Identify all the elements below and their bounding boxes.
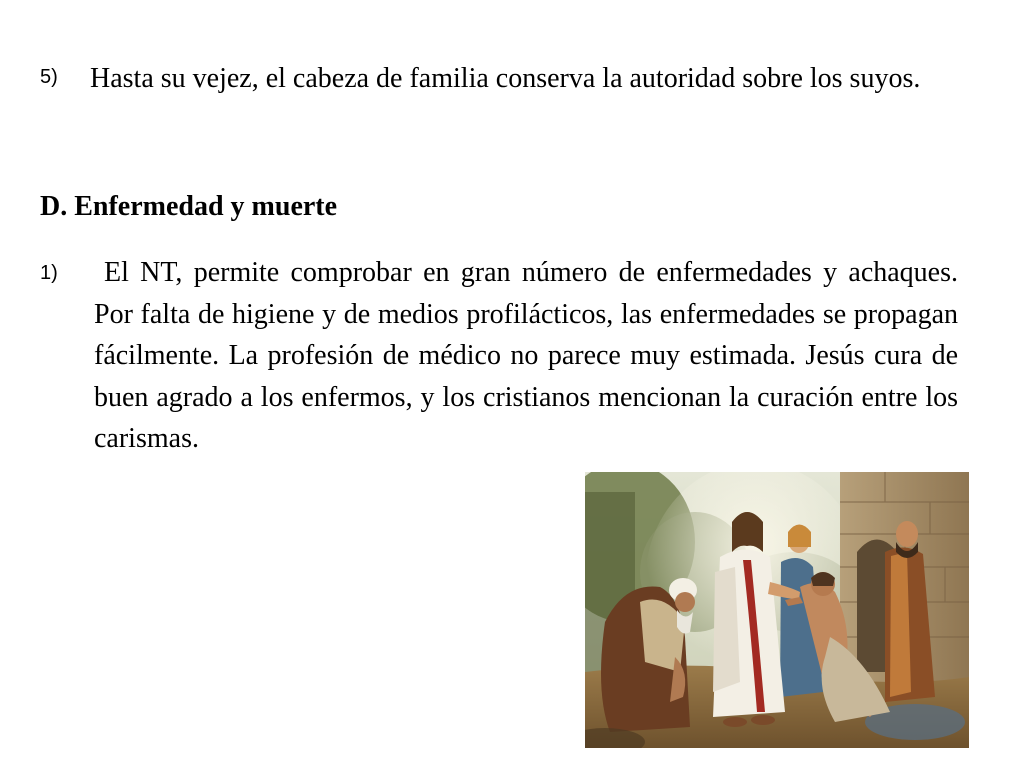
- paragraph-family-authority: Hasta su vejez, el cabeza de familia conserva la autoridad sobre los suyos.: [90, 63, 921, 94]
- section-heading: D. Enfermedad y muerte: [40, 191, 338, 222]
- jesus-healing-painting: [585, 472, 969, 748]
- list-number-5: 5): [40, 66, 58, 88]
- paragraph-illness: El NT, permite comprobar en gran número de enfermedades y achaques. Por falta de higiene y de medios profilácticos, las enfermedades se propagan fácilmente. La profesión de médico no parece muy estimada. Jesús cura de buen agrado a los enfermos, y los cristianos mencionan la curación entre los carismas.: [94, 257, 958, 454]
- list-number-1: 1): [40, 262, 58, 284]
